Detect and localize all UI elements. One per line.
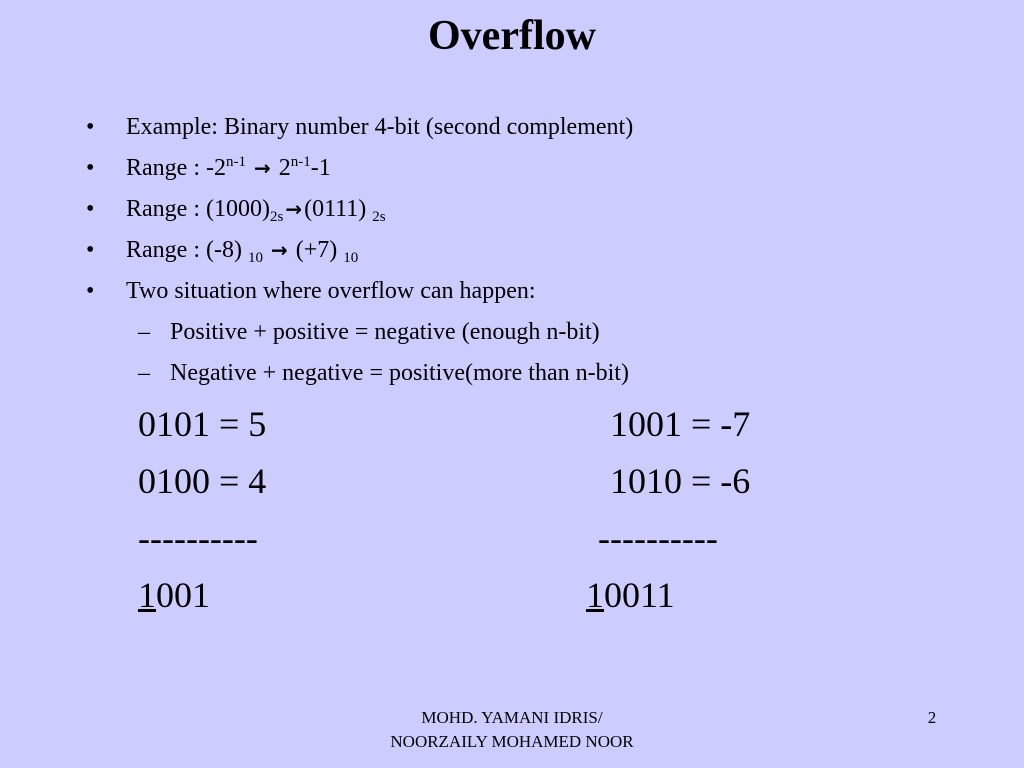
footer-author (312, 706, 712, 754)
subscript: 10 (343, 250, 359, 266)
bullet-item (0, 190, 1024, 231)
right-result-rest: 0011 (604, 575, 675, 615)
subscript: 2s (372, 209, 386, 225)
bullet-marker: • (86, 196, 95, 222)
sub-bullet-text: Positive + positive = negative (enough n-bit) (170, 319, 600, 345)
bullet-marker: • (86, 237, 95, 263)
sub-bullet-item (0, 313, 1024, 354)
bullet-marker: • (86, 114, 95, 140)
left-overflow-bit: 1 (138, 575, 156, 615)
bullet-text (126, 231, 358, 269)
subscript: 10 (247, 250, 263, 266)
sub-bullet-marker: – (138, 360, 150, 386)
right-operand-2: 1010 = -6 (610, 461, 751, 501)
footer-author-line: MOHD. YAMANI IDRIS/ (421, 708, 603, 727)
bullet-marker: • (86, 278, 95, 304)
right-separator: ---------- (598, 518, 718, 558)
arrow-right-icon: → (285, 197, 303, 221)
left-operand-1: 0101 = 5 (138, 404, 267, 444)
bullet-item (0, 108, 1024, 149)
text-run: Range : -2 (126, 155, 226, 181)
left-result (138, 573, 210, 617)
text-run: Range : (1000) (126, 196, 270, 222)
sub-bullet-item (0, 354, 1024, 395)
right-overflow-bit: 1 (586, 575, 604, 615)
arrow-right-icon: → (253, 156, 271, 180)
bullet-text (126, 190, 386, 228)
bullet-text: Example: Binary number 4-bit (second complement) (126, 114, 634, 140)
text-run: (+7) (289, 237, 344, 263)
bullet-marker: • (86, 155, 95, 181)
arrow-right-icon: → (270, 238, 288, 262)
right-operand-1: 1001 = -7 (610, 404, 751, 444)
left-operand-2: 0100 = 4 (138, 461, 267, 501)
text-run: -1 (310, 155, 331, 181)
text-run: 2 (272, 155, 291, 181)
bullet-item (0, 272, 1024, 313)
bullet-text (126, 149, 331, 187)
superscript: n-1 (225, 154, 246, 170)
left-result-rest: 001 (156, 575, 210, 615)
text-run: Range : (-8) (126, 237, 248, 263)
bullet-item (0, 149, 1024, 190)
slide-title: Overflow (428, 13, 596, 59)
bullet-text: Two situation where overflow can happen: (126, 278, 536, 304)
page-number: 2 (927, 708, 937, 727)
right-result (586, 573, 675, 617)
footer-author-line: NOORZAILY MOHAMED NOOR (390, 732, 634, 751)
text-run: (0111) (304, 196, 373, 222)
sub-bullet-text: Negative + negative = positive(more than n-bit) (170, 360, 629, 386)
bullet-list (0, 108, 1024, 395)
bullet-item (0, 231, 1024, 272)
superscript: n-1 (290, 154, 311, 170)
sub-bullet-marker: – (138, 319, 150, 345)
left-separator: ---------- (138, 518, 258, 558)
subscript: 2s (269, 209, 284, 225)
